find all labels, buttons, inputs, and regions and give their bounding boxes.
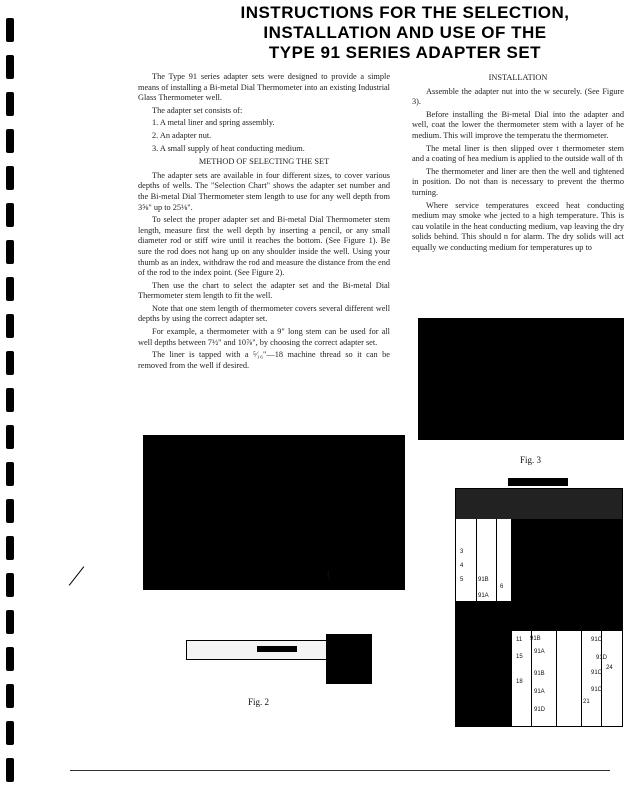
chart-set-label: 91A [534,689,545,695]
binder-hole [6,647,14,671]
title-line-1: INSTRUCTIONS FOR THE SELECTION, [240,3,570,22]
binder-hole [6,277,14,301]
paragraph: Note that one stem length of thermometer covers several different well depths by using the correct adapter set. [138,303,390,324]
binder-hole [6,388,14,412]
paren-mark: ( [327,566,331,580]
paragraph: Where service temperatures exceed heat conducting medium may smoke whe jected to a high temperature. This is cau volatile in the heat conducting medium, vap leaving the dry solids behind. This should n for alarm. The dry solids will act equally we conducting medium for temperatures up to [412,200,624,252]
figure-1-image [143,435,405,590]
binder-hole [6,314,14,338]
chart-row-number: 11 [516,637,523,643]
binder-hole [6,610,14,634]
chart-set-label: 91D [534,707,546,713]
binder-hole [6,18,14,42]
title-line-3: TYPE 91 SERIES ADAPTER SET [268,43,542,62]
list-item: 1. A metal liner and spring assembly. [152,118,275,128]
chart-set-label: 91A [478,593,489,599]
chart-row-number: 6 [500,584,504,590]
binder-hole [6,425,14,449]
binder-hole [6,573,14,597]
title-line-2: INSTALLATION AND USE OF THE [263,23,547,42]
chart-set-label: 91C [591,670,603,676]
binder-hole [6,351,14,375]
consists-of: The adapter set consists of: [152,105,243,115]
paragraph: The thermometer and liner are then the well and tightened in position. Do not than is necessary to prevent the thermo turning. [412,166,624,197]
binder-hole [6,92,14,116]
paragraph: Assemble the adapter nut into the w securely. (See Figure 3). [412,86,624,107]
paragraph: The metal liner is then slipped over t thermometer stem and a coating of hea medium is applied to the outside wall of th [412,143,624,164]
chart-black-block [511,519,622,631]
chart-header [456,489,622,519]
left-column [138,72,390,373]
chart-row-number: 3 [460,549,464,555]
figure-2-hand [326,634,372,684]
chart-set-label: 91C [591,687,603,693]
binder-hole [6,166,14,190]
paragraph: Then use the chart to select the adapter set and the Bi-metal Dial Thermometer stem length to fit the well. [138,280,390,301]
figure-3-image [418,318,624,440]
figure-2-rod [186,640,328,660]
chart-row-number: 5 [460,577,464,583]
chart-set-label: 91B [478,577,489,583]
chart-row-number: 15 [516,654,523,660]
chart-set-label: 91B [530,636,541,642]
binder-hole [6,536,14,560]
parts-list [138,118,390,154]
fig-3-caption: Fig. 3 [520,455,542,465]
paragraph: To select the proper adapter set and Bi-metal Dial Thermometer stem length, measure first the well depth by inserting a pencil, or any small diameter rod or stiff wire until it reaches the bottom. (See Figure 1). Be sure the rod does not hang up on any shoulder inside the well. Using your thumb as an index, withdraw the rod and measure the distance from the end of the rod to the index point. (See Figure 2). [138,215,390,278]
chart-title-bar [508,478,568,486]
fig-2-caption: Fig. 2 [248,697,270,707]
selection-chart [455,488,623,727]
rod-band [257,646,297,652]
binder-hole [6,721,14,745]
paragraph: Before installing the Bi-metal Dial into the adapter and well, coat the lower the thermometer stem with a layer of he medium. This will improve the temperatu the thermometer. [412,109,624,140]
installation-heading: INSTALLATION [488,73,548,82]
method-heading: METHOD OF SELECTING THE SET [198,157,330,167]
pencil-mark [69,566,85,586]
intro-paragraph: The Type 91 series adapter sets were designed to provide a simple means of installing a Bi-metal Dial Thermometer into an existing Industrial Glass Thermometer well. [138,72,390,103]
binder-hole [6,203,14,227]
chart-set-label: 91A [534,649,545,655]
binder-hole [6,758,14,782]
right-column [412,70,624,256]
list-item: 2. An adapter nut. [152,130,212,140]
chart-set-label: 91D [596,655,608,661]
binder-hole [6,129,14,153]
chart-row-number: 18 [516,679,523,685]
binder-hole [6,462,14,486]
paragraph: The liner is tapped with a ⁵⁄₁₆"—18 machine thread so it can be removed from the well if desired. [138,350,390,370]
chart-row-number: 24 [606,665,613,671]
binder-hole [6,55,14,79]
chart-row-number: 4 [460,563,464,569]
paragraph: The adapter sets are available in four different sizes, to cover various depths of wells. The "Selection Chart" shows the adapter set number and the Bi-metal Dial Thermometer stem length to use for any well depth from 3⅝" up to 25⅛". [138,170,390,212]
binder-hole [6,240,14,264]
paragraph: For example, a thermometer with a 9" long stem can be used for all well depths between 7½" and 10⅞", by choosing the correct adapter set. [138,327,390,347]
chart-set-label: 91C [591,637,603,643]
bottom-rule [70,770,610,771]
chart-set-label: 91B [534,671,545,677]
binder-hole [6,684,14,708]
chart-black-block [456,601,511,726]
binder-hole [6,499,14,523]
list-item: 3. A small supply of heat conducting medium. [152,143,305,153]
chart-row-number: 21 [583,699,590,705]
